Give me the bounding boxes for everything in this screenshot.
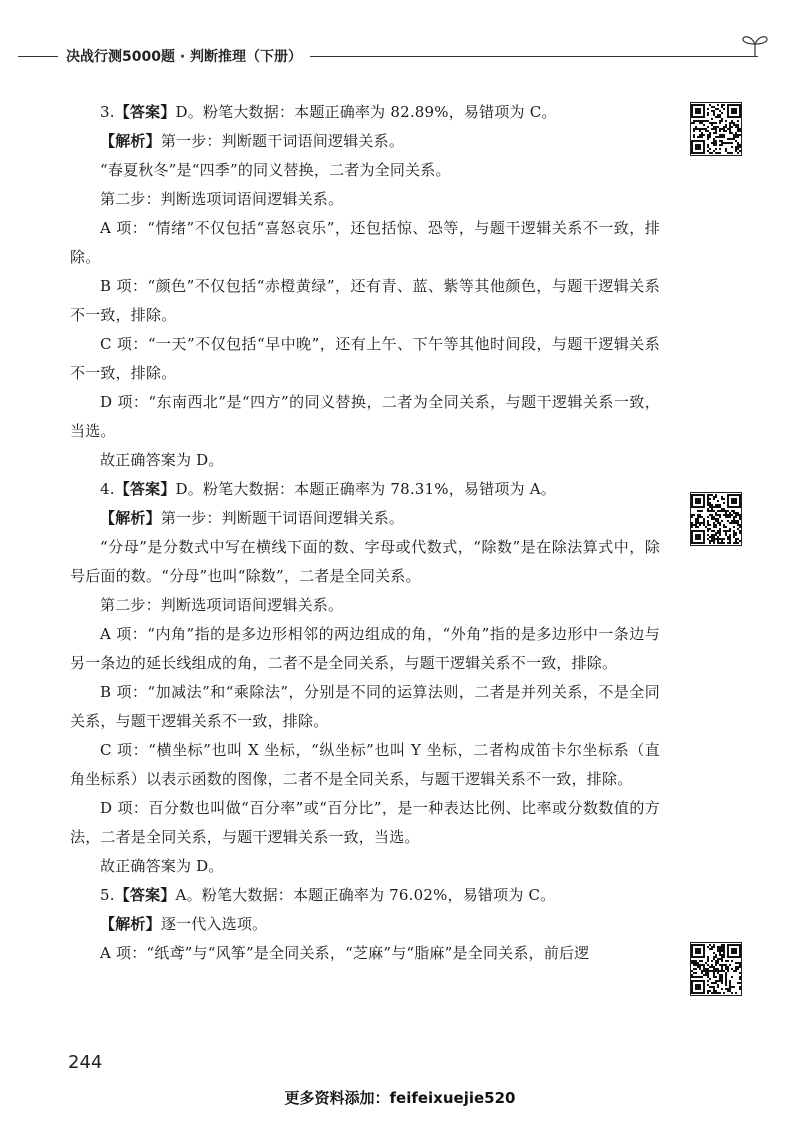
header-title: 决战行测5000题 · 判断推理（下册）	[66, 49, 303, 65]
q3-answer-line	[70, 98, 660, 127]
q3-option-c: C 项：“一天”不仅包括“早中晚”，还有上午、下午等其他时间段，与题干逻辑关系不一致，排除。	[70, 335, 660, 382]
page-number: 244	[68, 1052, 103, 1073]
q3-answer-tag: 【答案】	[114, 103, 176, 121]
qr-code-icon[interactable]	[690, 942, 742, 996]
sprout-icon	[740, 30, 770, 58]
q4-option-d: D 项：百分数也叫做“百分率”或“百分比”，是一种表达比例、比率或分数数值的方法，二者是全同关系，与题干逻辑关系一致，当选。	[70, 799, 660, 846]
q5-analysis-text: 逐一代入选项。	[160, 915, 268, 933]
q4-analysis-text: 第一步：判断题干词语间逻辑关系。	[160, 509, 405, 527]
header-rule-right	[310, 56, 758, 57]
q4-step-two: 第二步：判断选项词语间逻辑关系。	[100, 596, 344, 614]
q4-number: 4.	[100, 480, 115, 498]
q4-analysis-tag: 【解析】	[100, 509, 161, 527]
q4-answer-tag: 【答案】	[114, 480, 176, 498]
q3-option-b: B 项：“颜色”不仅包括“赤橙黄绿”，还有青、蓝、紫等其他颜色，与题干逻辑关系不一致，排除。	[70, 277, 660, 324]
qr-code-icon[interactable]	[690, 102, 742, 156]
q3-step-two: 第二步：判断选项词语间逻辑关系。	[100, 190, 344, 208]
q5-answer-tag: 【答案】	[114, 886, 176, 904]
q4-stem-relation: “分母”是分数式中写在横线下面的数、字母或代数式，“除数”是在除法算式中，除号后面的数。“分母”也叫“除数”，二者是全同关系。	[70, 538, 660, 585]
q3-number: 3.	[100, 103, 115, 121]
q5-answer-text: A。粉笔大数据：本题正确率为 76.02%，易错项为 C。	[175, 886, 556, 904]
q3-option-d: D 项：“东南西北”是“四方”的同义替换，二者为全同关系，与题干逻辑关系一致，当选。	[70, 393, 660, 440]
q5-analysis-line	[70, 910, 660, 939]
q4-option-c: C 项：“横坐标”也叫 X 坐标，“纵坐标”也叫 Y 坐标，二者构成笛卡尔坐标系（直角坐标系）以表示函数的图像，二者不是全同关系，与题干逻辑关系不一致，排除。	[70, 741, 660, 788]
q4-answer-text: D。粉笔大数据：本题正确率为 78.31%，易错项为 A。	[175, 480, 556, 498]
q4-analysis-line	[70, 504, 660, 533]
q3-analysis-line	[70, 127, 660, 156]
q3-option-a: A 项：“情绪”不仅包括“喜怒哀乐”，还包括惊、恐等，与题干逻辑关系不一致，排除。	[70, 219, 660, 266]
q3-analysis-text: 第一步：判断题干词语间逻辑关系。	[160, 132, 405, 150]
q5-answer-line	[70, 881, 660, 910]
q5-number: 5.	[100, 886, 115, 904]
q3-stem-relation: “春夏秋冬”是“四季”的同义替换，二者为全同关系。	[100, 161, 451, 179]
q5-analysis-tag: 【解析】	[100, 915, 161, 933]
header-rule-left	[18, 56, 58, 57]
q4-option-a: A 项：“内角”指的是多边形相邻的两边组成的角，“外角”指的是多边形中一条边与另一条边的延长线组成的角，二者不是全同关系，与题干逻辑关系不一致，排除。	[70, 625, 660, 672]
qr-code-icon[interactable]	[690, 492, 742, 546]
running-header	[18, 44, 758, 68]
q4-answer-line	[70, 475, 660, 504]
footer-note: 更多资料添加：feifeixuejie520	[284, 1089, 516, 1107]
q4-conclusion: 故正确答案为 D。	[100, 857, 224, 875]
q3-conclusion: 故正确答案为 D。	[100, 451, 224, 469]
q3-analysis-tag: 【解析】	[100, 132, 161, 150]
page-content	[70, 98, 660, 968]
q3-answer-text: D。粉笔大数据：本题正确率为 82.89%，易错项为 C。	[175, 103, 557, 121]
q5-option-a: A 项：“纸鸢”与“风筝”是全同关系，“芝麻”与“脂麻”是全同关系，前后逻	[100, 944, 590, 962]
q4-option-b: B 项：“加减法”和“乘除法”，分别是不同的运算法则，二者是并列关系，不是全同关系，与题干逻辑关系不一致，排除。	[70, 683, 660, 730]
